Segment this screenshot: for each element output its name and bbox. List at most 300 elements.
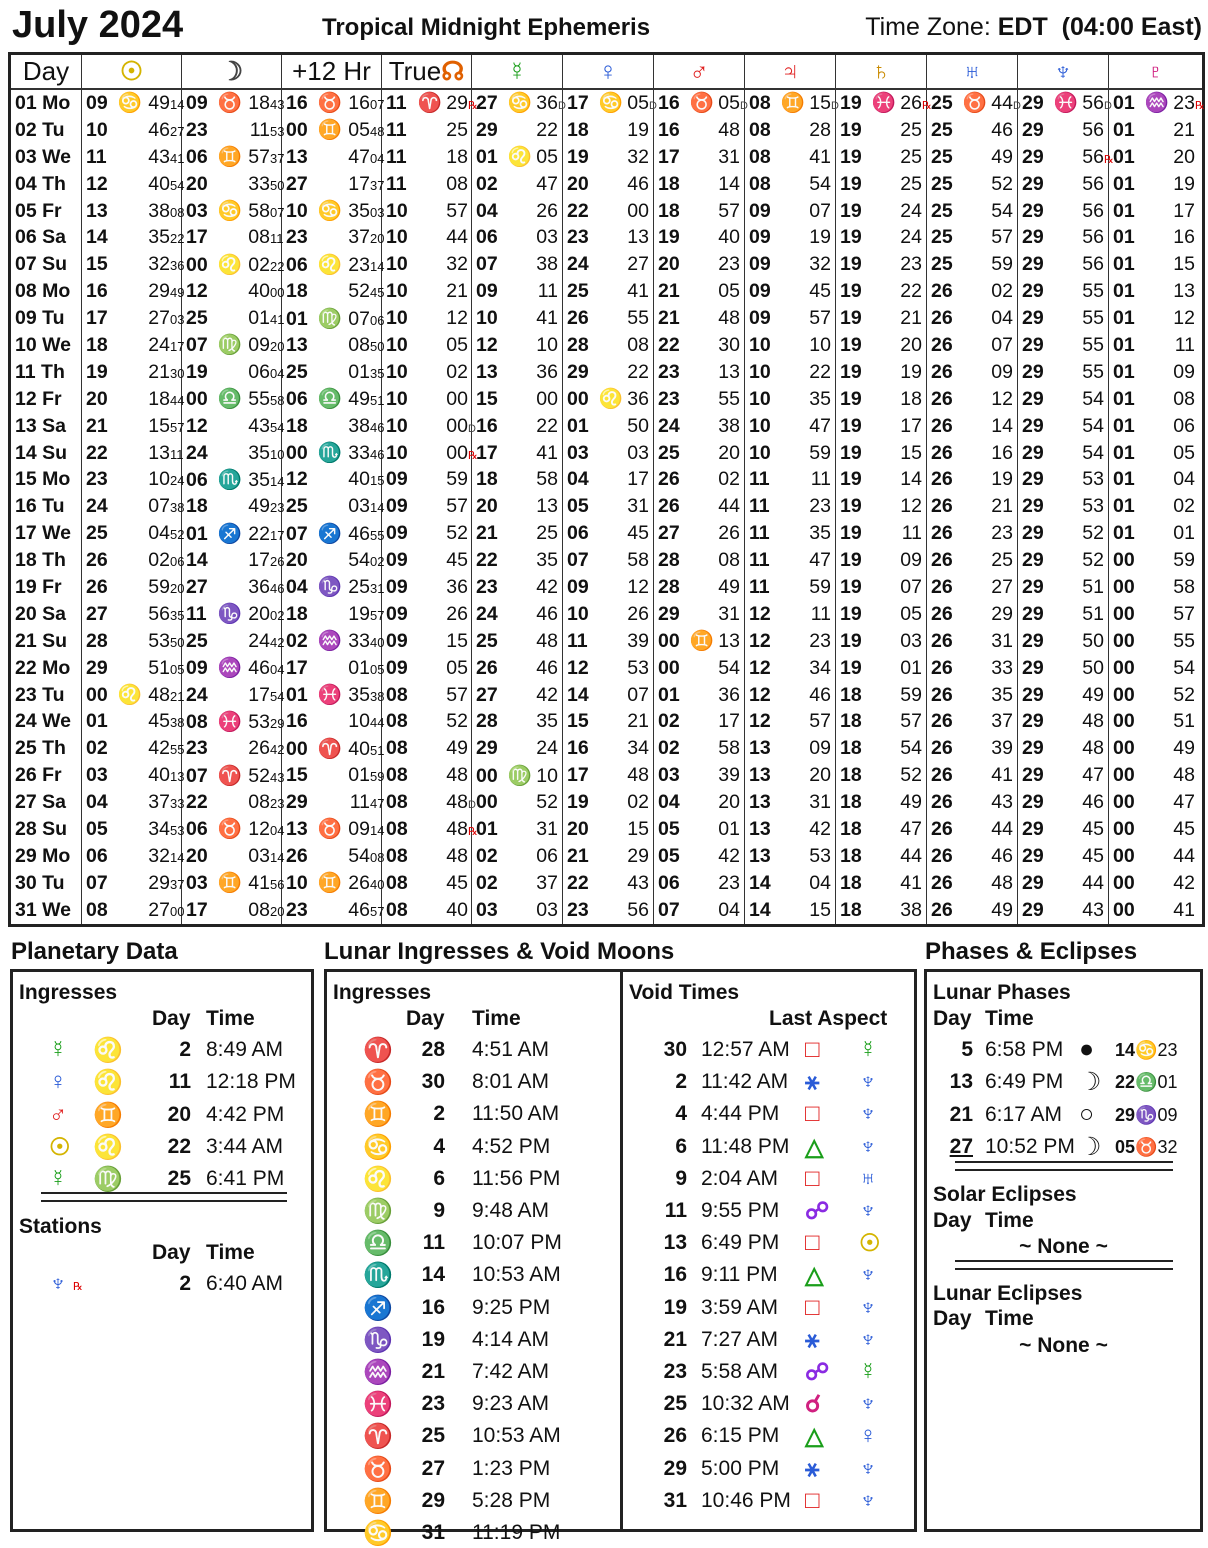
phase-minute: 23 <box>1157 1040 1178 1060</box>
lunar-ingress-day: 30 <box>421 1070 445 1094</box>
zodiac-sign-icon: ♓ <box>217 710 243 733</box>
degree: 08 <box>386 817 408 840</box>
position-cell <box>382 117 472 144</box>
degree: 12 <box>749 602 771 625</box>
degree: 29 <box>1022 656 1044 679</box>
minute: 56 <box>1082 145 1104 168</box>
position-cell <box>563 870 654 897</box>
position-cell <box>563 735 654 762</box>
minute: 49 <box>1173 737 1195 760</box>
table-row <box>10 89 1204 117</box>
second: 42 <box>270 634 285 650</box>
position-cell <box>745 682 836 709</box>
position-cell <box>282 144 385 171</box>
degree: 00 <box>1113 898 1135 921</box>
position-cell <box>82 870 185 897</box>
position-cell <box>472 897 563 925</box>
position-cell <box>836 601 927 628</box>
minute: 01 <box>248 307 270 330</box>
second: 02 <box>370 554 385 570</box>
minute: 22 <box>627 360 649 383</box>
minute: 11 <box>810 602 831 625</box>
zodiac-sign-icon: ♉ <box>217 92 243 115</box>
position-cell <box>1018 117 1109 144</box>
degree: 01 <box>1113 495 1135 518</box>
degree: 06 <box>286 388 308 411</box>
minute: 03 <box>536 226 558 249</box>
minute: 57 <box>446 683 468 706</box>
minute: 22 <box>536 118 558 141</box>
degree: 29 <box>1022 307 1044 330</box>
degree: 26 <box>286 844 308 867</box>
degree: 10 <box>86 118 108 141</box>
minute: 21 <box>627 710 649 733</box>
second: 43 <box>270 769 285 785</box>
ingress-time: 8:49 AM <box>206 1038 284 1061</box>
position-cell <box>1018 520 1109 547</box>
degree: 00 <box>286 737 308 760</box>
minute: 15 <box>1173 253 1195 276</box>
position-cell <box>836 574 927 601</box>
minute: 09 <box>991 360 1013 383</box>
degree: 17 <box>476 441 498 464</box>
position-cell <box>654 440 745 467</box>
degree: 18 <box>840 898 862 921</box>
minute: 57 <box>900 710 922 733</box>
zodiac-sign-icon: ♍ <box>217 334 243 357</box>
position-cell <box>1109 816 1204 843</box>
degree: 08 <box>386 898 408 921</box>
minute: 48 <box>446 764 468 787</box>
degree: 28 <box>476 710 498 733</box>
ingress-day: 25 <box>167 1167 191 1191</box>
planet-icon: ♀ <box>49 1068 67 1096</box>
degree: 03 <box>86 764 108 787</box>
minute: 24 <box>536 737 558 760</box>
page-header <box>0 0 1208 52</box>
minute: 59 <box>991 253 1013 276</box>
degree: 10 <box>749 414 771 437</box>
position-cell <box>563 89 657 117</box>
degree: 29 <box>1022 172 1044 195</box>
table-row <box>10 762 1204 789</box>
second: 14 <box>370 500 385 516</box>
degree: 03 <box>186 872 208 895</box>
position-cell <box>182 816 285 843</box>
degree: 14 <box>186 549 208 572</box>
position-cell <box>563 251 654 278</box>
station-flag: D <box>740 100 748 113</box>
degree: 26 <box>931 495 953 518</box>
degree: 01 <box>1113 468 1135 491</box>
minute: 07 <box>900 575 922 598</box>
minute: 10 <box>348 710 370 733</box>
minute: 32 <box>627 145 649 168</box>
minute: 36 <box>446 575 468 598</box>
position-cell <box>1109 735 1204 762</box>
minute: 52 <box>991 172 1013 195</box>
position-cell <box>654 493 745 520</box>
zodiac-sign-icon: ♋ <box>117 92 143 115</box>
minute: 45 <box>446 549 468 572</box>
day-header: Day <box>406 1007 445 1030</box>
degree: 26 <box>931 307 953 330</box>
second: 04 <box>270 662 285 678</box>
degree: 29 <box>1022 549 1044 572</box>
position-cell <box>836 520 927 547</box>
second: 03 <box>370 205 385 220</box>
table-row <box>10 816 1204 843</box>
minute: 59 <box>809 441 831 464</box>
minute: 25 <box>900 145 922 168</box>
minute: 21 <box>1173 118 1195 141</box>
minute: 14 <box>718 172 740 195</box>
degree: 06 <box>286 253 308 276</box>
moon-phase-icon: ● <box>1079 1035 1095 1063</box>
degree: 18 <box>86 333 108 356</box>
minute: 38 <box>536 253 558 276</box>
mercury-icon: ☿ <box>507 56 527 86</box>
degree: 10 <box>386 441 408 464</box>
degree: 06 <box>186 818 208 841</box>
position-cell <box>382 493 472 520</box>
position-cell <box>927 251 1018 278</box>
second: 22 <box>270 258 285 274</box>
degree: 20 <box>186 844 208 867</box>
minute: 48 <box>1082 710 1104 733</box>
void-time: 4:44 PM <box>701 1102 780 1126</box>
position-cell <box>563 278 654 305</box>
zodiac-sign-icon: ♌ <box>317 253 343 276</box>
second: 55 <box>370 527 385 543</box>
position-cell <box>745 762 836 789</box>
second: 40 <box>370 877 385 893</box>
minute: 53 <box>809 844 831 867</box>
second: 14 <box>370 258 385 274</box>
minute: 31 <box>718 145 740 168</box>
position-cell <box>82 789 185 816</box>
minute: 15 <box>148 414 170 437</box>
minute: 48 <box>446 791 468 814</box>
column-header-label: +12 Hr <box>292 56 371 86</box>
phase-time: 6:58 PM <box>985 1038 1064 1061</box>
table-row <box>10 224 1204 251</box>
minute: 30 <box>718 333 740 356</box>
position-cell <box>82 386 185 413</box>
minute: 49 <box>718 575 740 598</box>
minute: 56 <box>1082 92 1104 115</box>
lunar-eclipses-label: Lunar Eclipses <box>933 1282 1083 1305</box>
degree: 23 <box>186 737 208 760</box>
position-cell <box>745 708 836 735</box>
degree: 01 <box>286 307 308 330</box>
day-cell: 12 Fr <box>10 386 82 413</box>
void-time: 3:59 AM <box>701 1295 779 1319</box>
second: 24 <box>170 473 185 489</box>
minute: 10 <box>148 468 170 491</box>
station-day: 2 <box>179 1272 191 1295</box>
planetary-data-box <box>10 969 314 1532</box>
planet-icon: ☿ <box>859 1036 877 1063</box>
position-cell <box>836 224 927 251</box>
degree: 18 <box>840 844 862 867</box>
time-header: Time <box>206 1241 255 1264</box>
degree: 25 <box>86 522 108 545</box>
saturn-icon: ♄ <box>871 56 891 86</box>
minute: 49 <box>1082 683 1104 706</box>
position-cell <box>745 359 836 386</box>
minute: 49 <box>446 737 468 760</box>
minute: 08 <box>446 172 468 195</box>
degree: 20 <box>567 817 589 840</box>
zodiac-sign-icon: ♌ <box>117 684 143 707</box>
degree: 22 <box>476 549 498 572</box>
degree: 08 <box>749 118 771 141</box>
minute: 38 <box>900 898 922 921</box>
zodiac-sign-icon: ♉ <box>317 92 343 115</box>
minute: 52 <box>446 710 468 733</box>
position-cell <box>282 708 385 735</box>
degree: 18 <box>840 683 862 706</box>
degree: 14 <box>567 683 589 706</box>
minute: 52 <box>446 522 468 545</box>
position-cell <box>82 251 185 278</box>
minute: 53 <box>148 629 170 652</box>
minute: 22 <box>900 280 922 303</box>
degree: 26 <box>931 898 953 921</box>
minute: 05 <box>536 146 558 169</box>
day-cell: 09 Tu <box>10 305 82 332</box>
lunar-ingress-day: 4 <box>433 1134 445 1158</box>
position-cell <box>472 601 563 628</box>
degree: 10 <box>386 414 408 437</box>
position-cell <box>654 547 745 574</box>
degree: 11 <box>749 522 770 545</box>
degree: 29 <box>1022 253 1044 276</box>
phase-minute: 01 <box>1157 1072 1178 1093</box>
position-cell <box>282 843 385 870</box>
position-cell <box>654 224 745 251</box>
position-cell <box>1109 224 1204 251</box>
degree: 00 <box>1113 844 1135 867</box>
second: 07 <box>270 205 285 220</box>
minute: 26 <box>718 522 740 545</box>
position-cell <box>282 413 385 440</box>
degree: 29 <box>1022 737 1044 760</box>
minute: 34 <box>148 817 170 840</box>
degree: 29 <box>286 791 308 814</box>
zodiac-sign-icon: ♋ <box>1135 1040 1158 1060</box>
degree: 02 <box>86 737 108 760</box>
venus-icon: ♀ <box>598 56 618 86</box>
position-cell <box>82 682 185 709</box>
void-time: 7:27 AM <box>701 1327 779 1351</box>
minute: 35 <box>148 226 170 249</box>
minute: 35 <box>248 468 270 491</box>
minute: 02 <box>991 280 1013 303</box>
position-cell <box>82 520 185 547</box>
position-cell <box>82 735 185 762</box>
degree: 19 <box>840 575 862 598</box>
degree: 13 <box>286 145 308 168</box>
position-cell <box>382 171 472 198</box>
degree: 13 <box>749 844 771 867</box>
position-cell <box>82 601 185 628</box>
position-cell <box>382 144 472 171</box>
position-cell <box>1109 520 1204 547</box>
position-cell <box>182 682 285 709</box>
position-cell <box>82 628 185 655</box>
void-time: 9:55 PM <box>701 1199 780 1222</box>
minute: 46 <box>348 898 370 921</box>
second: 13 <box>170 769 185 785</box>
second: 33 <box>170 796 185 812</box>
minute: 46 <box>536 602 558 625</box>
position-cell <box>654 413 745 440</box>
planet-icon: ♆ <box>859 1197 877 1224</box>
degree: 16 <box>286 92 308 115</box>
minute: 50 <box>1082 629 1104 652</box>
second: 54 <box>270 688 285 704</box>
position-cell <box>563 359 654 386</box>
degree: 19 <box>840 172 862 195</box>
table-row <box>10 386 1204 413</box>
aspect-icon: □ <box>805 1100 820 1128</box>
degree: 17 <box>86 307 108 330</box>
position-cell <box>182 574 285 601</box>
degree: 29 <box>1022 683 1044 706</box>
position-cell <box>927 144 1018 171</box>
position-cell <box>1018 708 1109 735</box>
second: 23 <box>270 796 285 812</box>
second: 14 <box>270 849 285 865</box>
minute: 06 <box>1173 414 1195 437</box>
position-cell <box>836 735 927 762</box>
lunar-ingress-day: 31 <box>421 1521 445 1544</box>
position-cell <box>1018 816 1109 843</box>
ingresses-label: Ingresses <box>333 981 432 1004</box>
degree: 08 <box>386 844 408 867</box>
degree: 17 <box>186 898 208 921</box>
table-row <box>10 440 1204 467</box>
ingress-day: 20 <box>167 1102 191 1126</box>
minute: 12 <box>900 495 922 518</box>
minute: 36 <box>536 360 558 383</box>
position-cell <box>927 655 1018 682</box>
position-cell <box>654 520 745 547</box>
minute: 41 <box>900 871 922 894</box>
degree: 19 <box>840 253 862 276</box>
minute: 55 <box>1173 629 1195 652</box>
degree: 26 <box>931 871 953 894</box>
degree: 12 <box>749 656 771 679</box>
degree: 17 <box>567 764 589 787</box>
degree: 23 <box>476 575 498 598</box>
position-cell <box>82 89 185 117</box>
minute: 11 <box>537 280 558 303</box>
degree: 10 <box>386 199 408 222</box>
minute: 56 <box>148 602 170 625</box>
zodiac-sign-icon: ♌ <box>217 253 243 276</box>
position-cell <box>382 816 478 843</box>
column-header <box>745 54 836 90</box>
time-zone: Time Zone: EDT (04:00 East) <box>865 13 1202 41</box>
position-cell <box>472 708 563 735</box>
position-cell <box>654 897 745 925</box>
void-day: 2 <box>675 1070 687 1094</box>
minute: 45 <box>148 710 170 733</box>
position-cell <box>382 843 472 870</box>
day-cell: 22 Mo <box>10 655 82 682</box>
degree: 29 <box>1022 791 1044 814</box>
position-cell <box>282 655 385 682</box>
table-row <box>10 682 1204 709</box>
planet-icon: ☿ <box>49 1165 67 1193</box>
second: 46 <box>270 580 285 596</box>
minute: 18 <box>900 387 922 410</box>
column-divider <box>620 972 623 1529</box>
minute: 37 <box>536 871 558 894</box>
degree: 18 <box>840 764 862 787</box>
position-cell <box>927 278 1018 305</box>
minute: 17 <box>718 710 740 733</box>
void-time: 2:04 AM <box>701 1166 779 1190</box>
minute: 33 <box>348 442 370 465</box>
station-flag: D <box>468 422 476 435</box>
degree: 05 <box>86 817 108 840</box>
degree: 19 <box>840 333 862 356</box>
minute: 26 <box>627 602 649 625</box>
position-cell <box>745 440 836 467</box>
zodiac-sign-icon: ♓ <box>1053 92 1079 115</box>
day-cell: 02 Tu <box>10 117 82 144</box>
degree: 09 <box>386 549 408 572</box>
degree: 25 <box>931 145 953 168</box>
planet-icon: ♆ <box>859 1454 877 1482</box>
station-flag: ℞ <box>468 100 478 113</box>
position-cell <box>745 413 836 440</box>
degree: 01 <box>1113 333 1135 356</box>
degree: 10 <box>386 360 408 383</box>
position-cell <box>1109 708 1204 735</box>
position-cell <box>654 144 745 171</box>
position-cell <box>1109 601 1204 628</box>
aspect-icon: □ <box>805 1164 820 1192</box>
minute: 09 <box>248 334 270 357</box>
degree: 29 <box>1022 333 1044 356</box>
column-header <box>382 54 472 90</box>
degree: 01 <box>476 817 498 840</box>
degree: 01 <box>1113 387 1135 410</box>
minute: 48 <box>1173 764 1195 787</box>
position-cell <box>1109 547 1204 574</box>
position-cell <box>182 708 285 735</box>
degree: 09 <box>386 575 408 598</box>
position-cell <box>282 117 385 144</box>
lunar-ingress-day: 14 <box>421 1263 445 1287</box>
minute: 52 <box>1173 683 1195 706</box>
position-cell <box>1018 628 1109 655</box>
day-cell: 10 We <box>10 332 82 359</box>
position-cell <box>563 386 654 413</box>
position-cell <box>563 332 654 359</box>
degree: 18 <box>840 791 862 814</box>
degree: 25 <box>476 629 498 652</box>
position-cell <box>472 493 563 520</box>
position-cell <box>836 897 927 925</box>
minute: 19 <box>809 226 831 249</box>
degree: 06 <box>658 871 680 894</box>
